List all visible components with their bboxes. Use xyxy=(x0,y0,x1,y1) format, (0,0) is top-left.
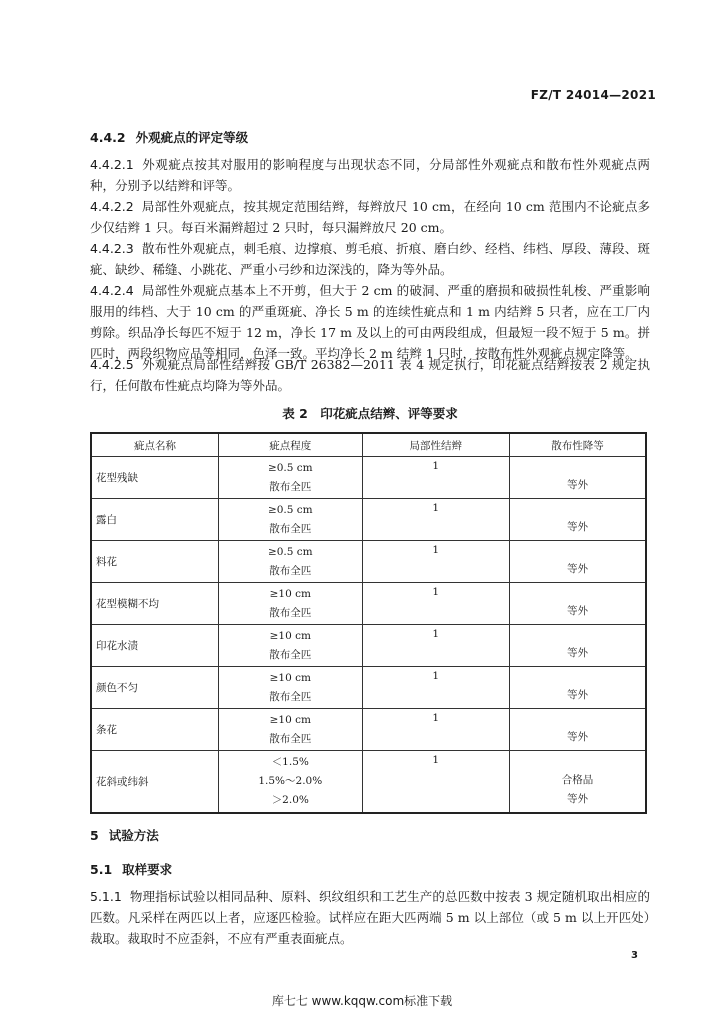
defect-degree xyxy=(219,499,363,541)
defect-degree xyxy=(219,583,363,625)
distributed-grade: 等外 xyxy=(509,667,646,709)
degree-line: 散布全匹 xyxy=(269,732,312,745)
degree-line: ≥10 cm xyxy=(269,587,311,600)
defect-degree xyxy=(219,541,363,583)
grade-line: 等外 xyxy=(566,793,588,805)
table-row xyxy=(91,667,646,709)
defect-name: 花型模糊不均 xyxy=(91,583,219,625)
section-title: 试验方法 xyxy=(108,828,159,843)
degree-line: 1.5%～2.0% xyxy=(258,775,323,787)
header-defect-degree: 疵点程度 xyxy=(219,433,363,457)
degree-line: ≥10 cm xyxy=(269,713,311,726)
clause-number: 5.1.1 xyxy=(90,889,122,904)
defect-name: 花型残缺 xyxy=(91,457,219,499)
defect-degree xyxy=(219,457,363,499)
local-knot: 1 xyxy=(362,667,509,709)
degree-line: ＜1.5% xyxy=(271,756,309,768)
paragraph-4-4-2-1 xyxy=(90,154,650,196)
paragraph-4-4-2-3 xyxy=(90,238,650,280)
section-number: 5.1 xyxy=(90,862,113,877)
watermark-text: 库七七 www.kqqw.com标准下载 xyxy=(271,994,453,1008)
degree-line: 散布全匹 xyxy=(269,690,312,703)
degree-line: ≥10 cm xyxy=(269,629,311,642)
section-number: 4.4.2 xyxy=(90,130,126,145)
degree-line: ≥10 cm xyxy=(269,671,311,684)
degree-line: ＞2.0% xyxy=(271,794,309,806)
local-knot: 1 xyxy=(362,541,509,583)
defect-degree xyxy=(219,751,363,814)
clause-number: 4.4.2.2 xyxy=(90,199,134,214)
grade-line: 合格品 xyxy=(561,774,594,786)
local-knot: 1 xyxy=(362,709,509,751)
print-defect-table xyxy=(90,432,647,814)
table-row xyxy=(91,457,646,499)
section-heading-5-1 xyxy=(90,860,172,878)
defect-degree xyxy=(219,625,363,667)
defect-name: 颜色不匀 xyxy=(91,667,219,709)
paragraph-4-4-2-2 xyxy=(90,196,650,238)
standard-code: FZ/T 24014—2021 xyxy=(530,88,656,102)
local-knot: 1 xyxy=(362,583,509,625)
local-knot: 1 xyxy=(362,625,509,667)
degree-line: 散布全匹 xyxy=(269,648,312,661)
distributed-grade xyxy=(509,751,646,814)
table-header-row xyxy=(91,433,646,457)
defect-degree xyxy=(219,667,363,709)
table-row xyxy=(91,583,646,625)
paragraph-4-4-2-4 xyxy=(90,280,650,364)
local-knot: 1 xyxy=(362,751,509,814)
section-title: 取样要求 xyxy=(122,862,173,877)
section-title: 外观疵点的评定等级 xyxy=(135,130,249,145)
clause-text: 物理指标试验以相同品种、原料、织纹组织和工艺生产的总匹数中按表 3 规定随机取出相应的匹数。凡采样在两匹以上者，应逐匹检验。试样应在距大匹两端 5 m 以上部位（或 5 m 以上开匹处）裁取。裁取时不应歪斜，不应有严重表面疵点。 xyxy=(90,889,650,946)
table-row xyxy=(91,625,646,667)
defect-name: 露白 xyxy=(91,499,219,541)
clause-number: 4.4.2.3 xyxy=(90,241,134,256)
paragraph-5-1-1 xyxy=(90,886,650,949)
degree-line: 散布全匹 xyxy=(269,564,312,577)
table-row xyxy=(91,499,646,541)
defect-degree xyxy=(219,709,363,751)
header-local-knot: 局部性结辫 xyxy=(362,433,509,457)
degree-line: ≥0.5 cm xyxy=(267,545,313,558)
distributed-grade: 等外 xyxy=(509,541,646,583)
degree-line: 散布全匹 xyxy=(269,522,312,535)
table-row xyxy=(91,709,646,751)
distributed-grade: 等外 xyxy=(509,583,646,625)
degree-line: 散布全匹 xyxy=(269,480,312,493)
section-heading-5 xyxy=(90,826,159,844)
section-heading-4-4-2 xyxy=(90,128,248,146)
defect-name: 花斜或纬斜 xyxy=(91,751,219,814)
page-number: 3 xyxy=(631,950,638,961)
clause-text: 局部性外观疵点基本上不开剪，但大于 2 cm 的破洞、严重的磨损和破损性轧梭、严重影响服用的纬档、大于 10 cm 的严重斑疵、净长 5 m 的连续性疵点和 1 m 内结辫 5 只者，应在工厂内剪除。织品净长每匹不短于 12 m，净长 17 m 及以上的可由两段组成，但最短一段不短于 5 m。拼匹时，两段织物应品等相同，色泽一致。平均净长 2 m 结辫 1 只时，按散布性外观疵点规定降等。 xyxy=(90,283,650,361)
paragraph-4-4-2-5 xyxy=(90,354,650,396)
table-row xyxy=(91,751,646,814)
section-number: 5 xyxy=(90,828,99,843)
defect-name: 条花 xyxy=(91,709,219,751)
clause-text: 外观疵点按其对服用的影响程度与出现状态不同，分局部性外观疵点和散布性外观疵点两种，分别予以结辫和评等。 xyxy=(90,157,650,193)
table-row xyxy=(91,541,646,583)
clause-text: 外观疵点局部性结辫按 GB/T 26382—2011 表 4 规定执行，印花疵点结辫按表 2 规定执行，任何散布性疵点均降为等外品。 xyxy=(90,357,650,393)
distributed-grade: 等外 xyxy=(509,457,646,499)
distributed-grade: 等外 xyxy=(509,625,646,667)
degree-line: 散布全匹 xyxy=(269,606,312,619)
header-defect-name: 疵点名称 xyxy=(91,433,219,457)
clause-text: 散布性外观疵点，刺毛痕、边撑痕、剪毛痕、折痕、磨白纱、经档、纬档、厚段、薄段、斑疵、缺纱、稀缝、小跳花、严重小弓纱和边深浅的，降为等外品。 xyxy=(90,241,650,277)
distributed-grade: 等外 xyxy=(509,709,646,751)
defect-name: 料花 xyxy=(91,541,219,583)
clause-text: 局部性外观疵点，按其规定范围结辫，每辫放尺 10 cm，在经向 10 cm 范围内不论疵点多少仅结辫 1 只。每百米漏辫超过 2 只时，每只漏辫放尺 20 cm。 xyxy=(90,199,650,235)
header-distributed-downgrade: 散布性降等 xyxy=(509,433,646,457)
table-caption: 表 2 印花疵点结辫、评等要求 xyxy=(282,406,458,421)
clause-number: 4.4.2.1 xyxy=(90,157,134,172)
clause-number: 4.4.2.5 xyxy=(90,357,134,372)
local-knot: 1 xyxy=(362,499,509,541)
degree-line: ≥0.5 cm xyxy=(267,503,313,516)
degree-line: ≥0.5 cm xyxy=(267,461,313,474)
clause-number: 4.4.2.4 xyxy=(90,283,134,298)
local-knot: 1 xyxy=(362,457,509,499)
distributed-grade: 等外 xyxy=(509,499,646,541)
defect-name: 印花水渍 xyxy=(91,625,219,667)
